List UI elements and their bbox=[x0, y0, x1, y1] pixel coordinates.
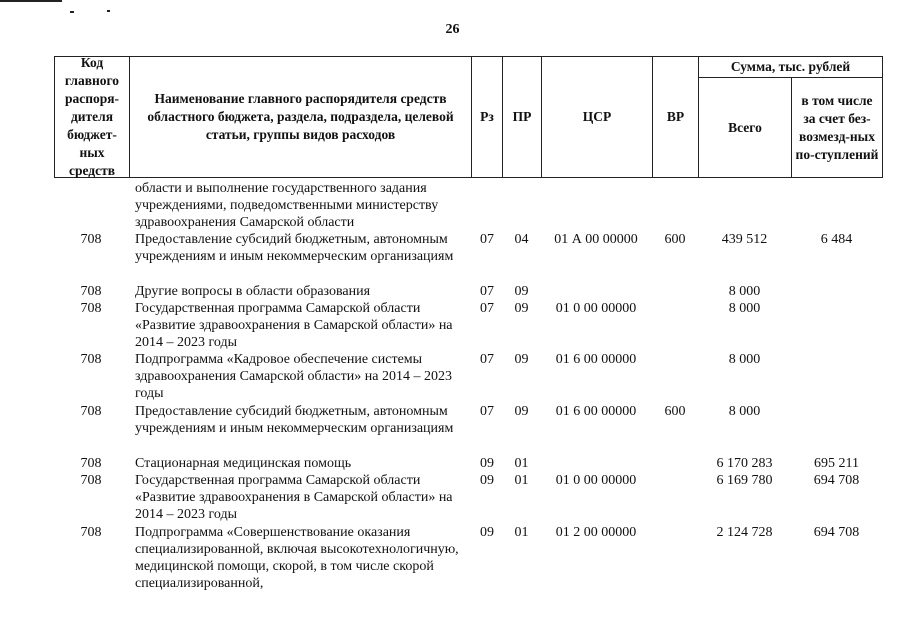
header-rz: Рз bbox=[471, 56, 503, 178]
cell-pr: 09 bbox=[514, 284, 529, 299]
cell-vr: 600 bbox=[664, 232, 686, 247]
cell-code: 708 bbox=[80, 232, 102, 247]
cell-name: Предоставление субсидий бюджетным, автономным учреждениям и иным некоммерческим организациям bbox=[135, 404, 454, 436]
cell-total: 2 124 728 bbox=[716, 525, 773, 540]
header-pr: ПР bbox=[502, 56, 542, 178]
cell-csr: 01 0 00 00000 bbox=[555, 473, 637, 488]
cell-csr: 01 А 00 00000 bbox=[554, 232, 638, 247]
cell-total: 439 512 bbox=[721, 232, 768, 247]
cell-code: 708 bbox=[80, 525, 102, 540]
header-total: Всего bbox=[698, 77, 792, 178]
cell-total: 8 000 bbox=[728, 404, 761, 419]
cell-code: 708 bbox=[80, 473, 102, 488]
cell-rz: 07 bbox=[480, 284, 494, 299]
page-number: 26 bbox=[445, 22, 460, 37]
cell-code: 708 bbox=[80, 404, 102, 419]
cell-rz: 09 bbox=[480, 473, 494, 488]
cell-rz: 07 bbox=[480, 404, 494, 419]
cell-code: 708 bbox=[80, 352, 102, 367]
cell-total: 6 169 780 bbox=[716, 473, 773, 488]
header-vr: ВР bbox=[652, 56, 699, 178]
cell-code: 708 bbox=[80, 456, 102, 471]
cell-pr: 01 bbox=[514, 456, 529, 471]
header-sum: Сумма, тыс. рублей bbox=[698, 56, 883, 78]
cell-name: Другие вопросы в области образования bbox=[135, 284, 371, 299]
cell-pr: 04 bbox=[514, 232, 529, 247]
header-name: Наименование главного распорядителя средств областного бюджета, раздела, подраздела, целевой статьи, группы видов расходов bbox=[129, 56, 472, 178]
scan-mark bbox=[70, 11, 74, 13]
cell-name: Предоставление субсидий бюджетным, автономным учреждениям и иным некоммерческим организациям bbox=[135, 232, 454, 264]
header-code: Код главного распоря-дителя бюджет-ных средств bbox=[54, 56, 130, 178]
cell-total: 8 000 bbox=[728, 301, 761, 316]
cell-free: 694 708 bbox=[813, 525, 860, 540]
cell-code: 708 bbox=[80, 284, 102, 299]
cell-csr: 01 2 00 00000 bbox=[555, 525, 637, 540]
cell-total: 6 170 283 bbox=[716, 456, 773, 471]
scan-mark bbox=[0, 0, 62, 2]
cell-csr: 01 6 00 00000 bbox=[555, 404, 637, 419]
cell-rz: 07 bbox=[480, 352, 494, 367]
cell-code: 708 bbox=[80, 301, 102, 316]
cell-csr: 01 6 00 00000 bbox=[555, 352, 637, 367]
scan-mark bbox=[107, 10, 110, 12]
cell-name: Государственная программа Самарской области «Развитие здравоохранения в Самарской области» на 2014 – 2023 годы bbox=[135, 473, 453, 522]
cell-pr: 01 bbox=[514, 525, 529, 540]
cell-total: 8 000 bbox=[728, 352, 761, 367]
cell-name: области и выполнение государственного задания учреждениями, подведомственными министерству здравоохранения Самарской области bbox=[135, 181, 439, 230]
cell-name: Подпрограмма «Кадровое обеспечение системы здравоохранения Самарской области» на 2014 – 2023 годы bbox=[135, 352, 452, 401]
cell-pr: 01 bbox=[514, 473, 529, 488]
cell-csr: 01 0 00 00000 bbox=[555, 301, 637, 316]
cell-free: 6 484 bbox=[820, 232, 853, 247]
cell-rz: 09 bbox=[480, 525, 494, 540]
cell-name: Подпрограмма «Совершенствование оказания специализированной, включая высокотехнологичную, медицинской помощи, скорой, в том числе скорой специализированной, bbox=[135, 525, 459, 591]
cell-free: 694 708 bbox=[813, 473, 860, 488]
header-free: в том числе за счет без-возмезд-ных по-ступлений bbox=[791, 77, 883, 178]
cell-total: 8 000 bbox=[728, 284, 761, 299]
cell-free: 695 211 bbox=[814, 456, 859, 471]
header-csr: ЦСР bbox=[541, 56, 653, 178]
cell-vr: 600 bbox=[664, 404, 686, 419]
cell-name: Государственная программа Самарской области «Развитие здравоохранения в Самарской области» на 2014 – 2023 годы bbox=[135, 301, 453, 350]
cell-name: Стационарная медицинская помощь bbox=[135, 456, 352, 471]
cell-rz: 07 bbox=[480, 232, 494, 247]
cell-pr: 09 bbox=[514, 404, 529, 419]
cell-rz: 07 bbox=[480, 301, 494, 316]
cell-rz: 09 bbox=[480, 456, 494, 471]
cell-pr: 09 bbox=[514, 301, 529, 316]
cell-pr: 09 bbox=[514, 352, 529, 367]
